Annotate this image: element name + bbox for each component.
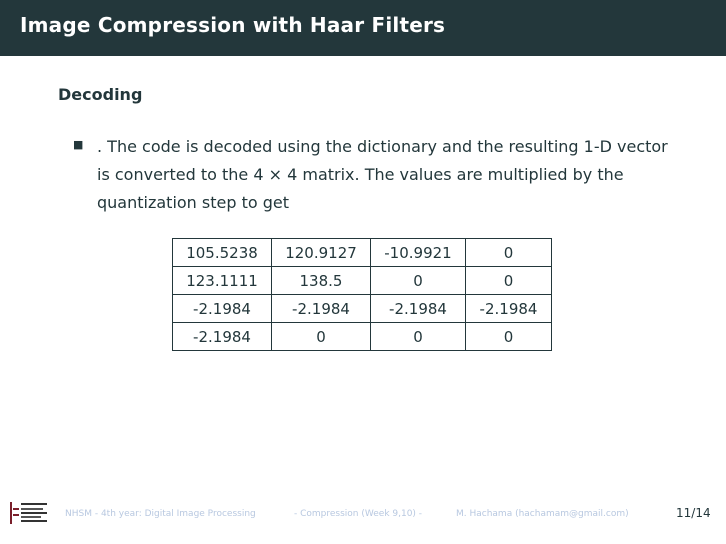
slide-title: Image Compression with Haar Filters bbox=[20, 13, 446, 37]
table-row bbox=[173, 267, 552, 295]
matrix-cell: -2.1984 bbox=[173, 295, 272, 323]
matrix-cell: 0 bbox=[466, 267, 552, 295]
matrix-cell: 0 bbox=[466, 239, 552, 267]
matrix-cell: 123.1111 bbox=[173, 267, 272, 295]
matrix-cell: -2.1984 bbox=[466, 295, 552, 323]
result-matrix bbox=[172, 238, 552, 351]
section-heading: Decoding bbox=[58, 85, 143, 104]
matrix-cell: 0 bbox=[466, 323, 552, 351]
matrix-cell: 0 bbox=[272, 323, 371, 351]
matrix-cell: -2.1984 bbox=[371, 295, 466, 323]
school-logo-icon bbox=[10, 500, 50, 526]
matrix-cell: -2.1984 bbox=[272, 295, 371, 323]
page-number: 11/14 bbox=[676, 506, 711, 520]
footer-week: - Compression (Week 9,10) - bbox=[294, 509, 423, 519]
matrix-cell: 0 bbox=[371, 323, 466, 351]
matrix-cell: 138.5 bbox=[272, 267, 371, 295]
matrix-cell: -2.1984 bbox=[173, 323, 272, 351]
matrix-cell: -10.9921 bbox=[371, 239, 466, 267]
title-bar bbox=[0, 0, 726, 56]
table-row bbox=[173, 323, 552, 351]
body-paragraph: . The code is decoded using the dictionary and the resulting 1-D vector is converted to the 4 × 4 matrix. The values are multiplied by the quantization step to get bbox=[97, 137, 668, 212]
bullet-icon: ■ bbox=[73, 138, 84, 151]
footer-course: NHSM - 4th year: Digital Image Processing bbox=[65, 509, 256, 519]
table-row bbox=[173, 295, 552, 323]
footer-author: M. Hachama (hachamam@gmail.com) bbox=[456, 509, 629, 519]
table-row bbox=[173, 239, 552, 267]
matrix-cell: 105.5238 bbox=[173, 239, 272, 267]
matrix-cell: 0 bbox=[371, 267, 466, 295]
matrix-cell: 120.9127 bbox=[272, 239, 371, 267]
